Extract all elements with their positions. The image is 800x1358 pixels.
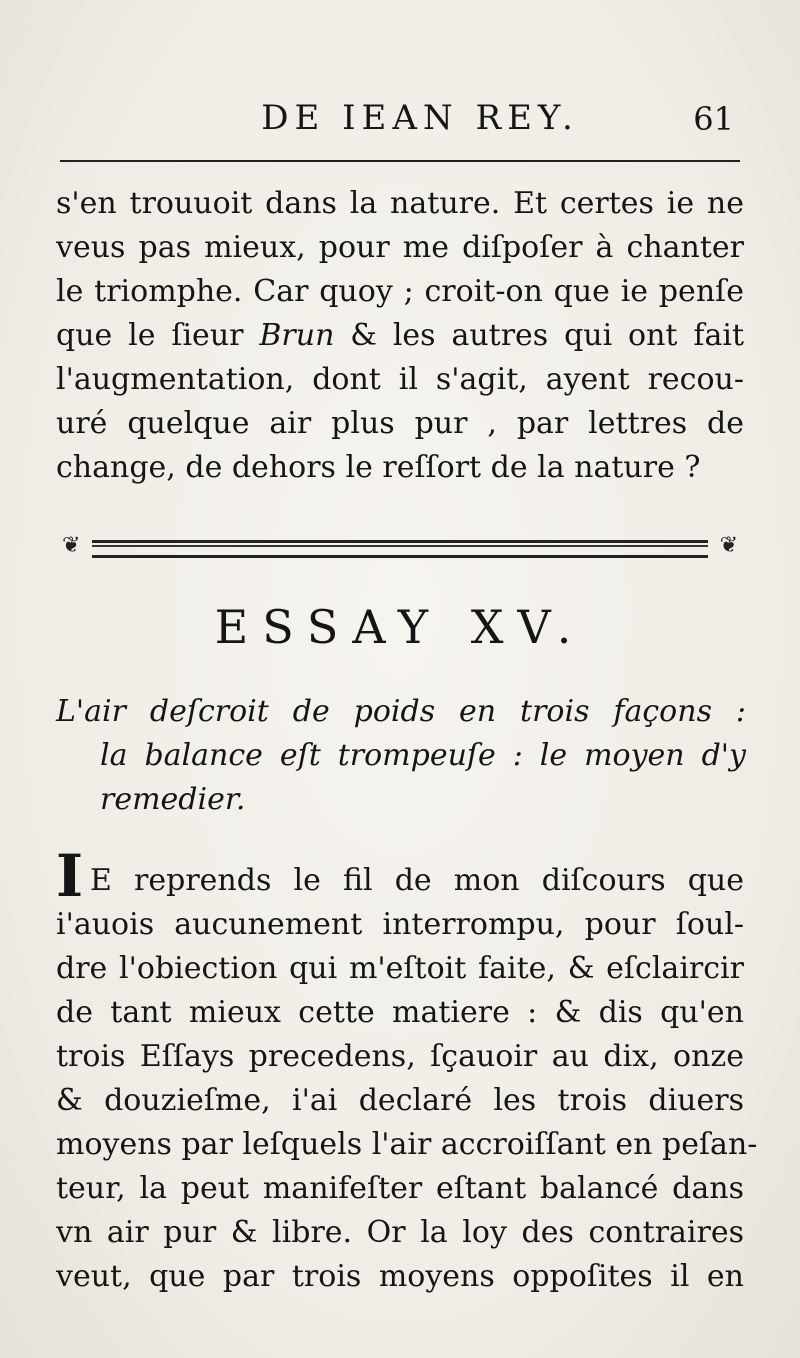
text-line: i'auois aucunement interrompu, pour ſoul- xyxy=(56,907,744,942)
running-title: DE IEAN REY. xyxy=(261,98,579,138)
text-line: & douzieſme, i'ai declaré les trois diuers xyxy=(56,1083,744,1118)
text-line: dre l'obiection qui m'eſtoit faite, & eſclaircir xyxy=(56,951,744,986)
summary-line: la balance eſt trompeuſe : le moyen d'y xyxy=(100,738,746,773)
first-line-text: E reprends le fil de mon diſcours que xyxy=(90,863,744,898)
name-brun: Brun xyxy=(259,318,335,353)
body-paragraph xyxy=(56,842,758,1299)
summary-line: remedier. xyxy=(100,782,246,817)
section-title: ESSAY XV. xyxy=(214,600,586,654)
text-line: l'augmentation, dont il s'agit, ayent recou- xyxy=(56,362,744,397)
text-line: trois Eſſays precedens, ſçauoir au dix, onze xyxy=(56,1039,744,1074)
text-line: vn air pur & libre. Or la loy des contraires xyxy=(56,1215,744,1250)
drop-cap: I xyxy=(56,842,84,910)
page-header xyxy=(60,98,740,150)
text-line: de tant mieux cette matiere : & dis qu'en xyxy=(56,995,744,1030)
fleuron-right-icon: ❦ xyxy=(719,533,738,558)
text-line: uré quelque air plus pur , par lettres de xyxy=(56,406,744,441)
continuation-paragraph xyxy=(56,182,744,490)
ornamental-divider xyxy=(62,532,738,560)
header-rule xyxy=(60,160,740,162)
text-line: s'en trouuoit dans la nature. Et certes ie ne xyxy=(56,186,744,221)
text-line: teur, la peut manifeſter eſtant balancé dans xyxy=(56,1171,744,1206)
text-line xyxy=(56,842,744,910)
summary-line: L'air deſcroit de poids en trois façons : xyxy=(56,694,746,729)
text-line: veut, que par trois moyens oppoſites il en xyxy=(56,1259,744,1294)
divider-rules xyxy=(92,540,708,558)
fleuron-left-icon: ❦ xyxy=(62,533,81,558)
text-line: change, de dehors le reſſort de la nature ? xyxy=(56,450,701,485)
section-summary xyxy=(56,690,746,822)
text-line: que le ſieur Brun & les autres qui ont fait xyxy=(56,318,744,353)
page-number: 61 xyxy=(693,100,734,138)
text-line: moyens par leſquels l'air accroiſſant en peſan- xyxy=(56,1127,758,1162)
text-line: veus pas mieux, pour me diſpoſer à chanter xyxy=(56,230,744,265)
text-line: le triomphe. Car quoy ; croit-on que ie penſe xyxy=(56,274,744,309)
